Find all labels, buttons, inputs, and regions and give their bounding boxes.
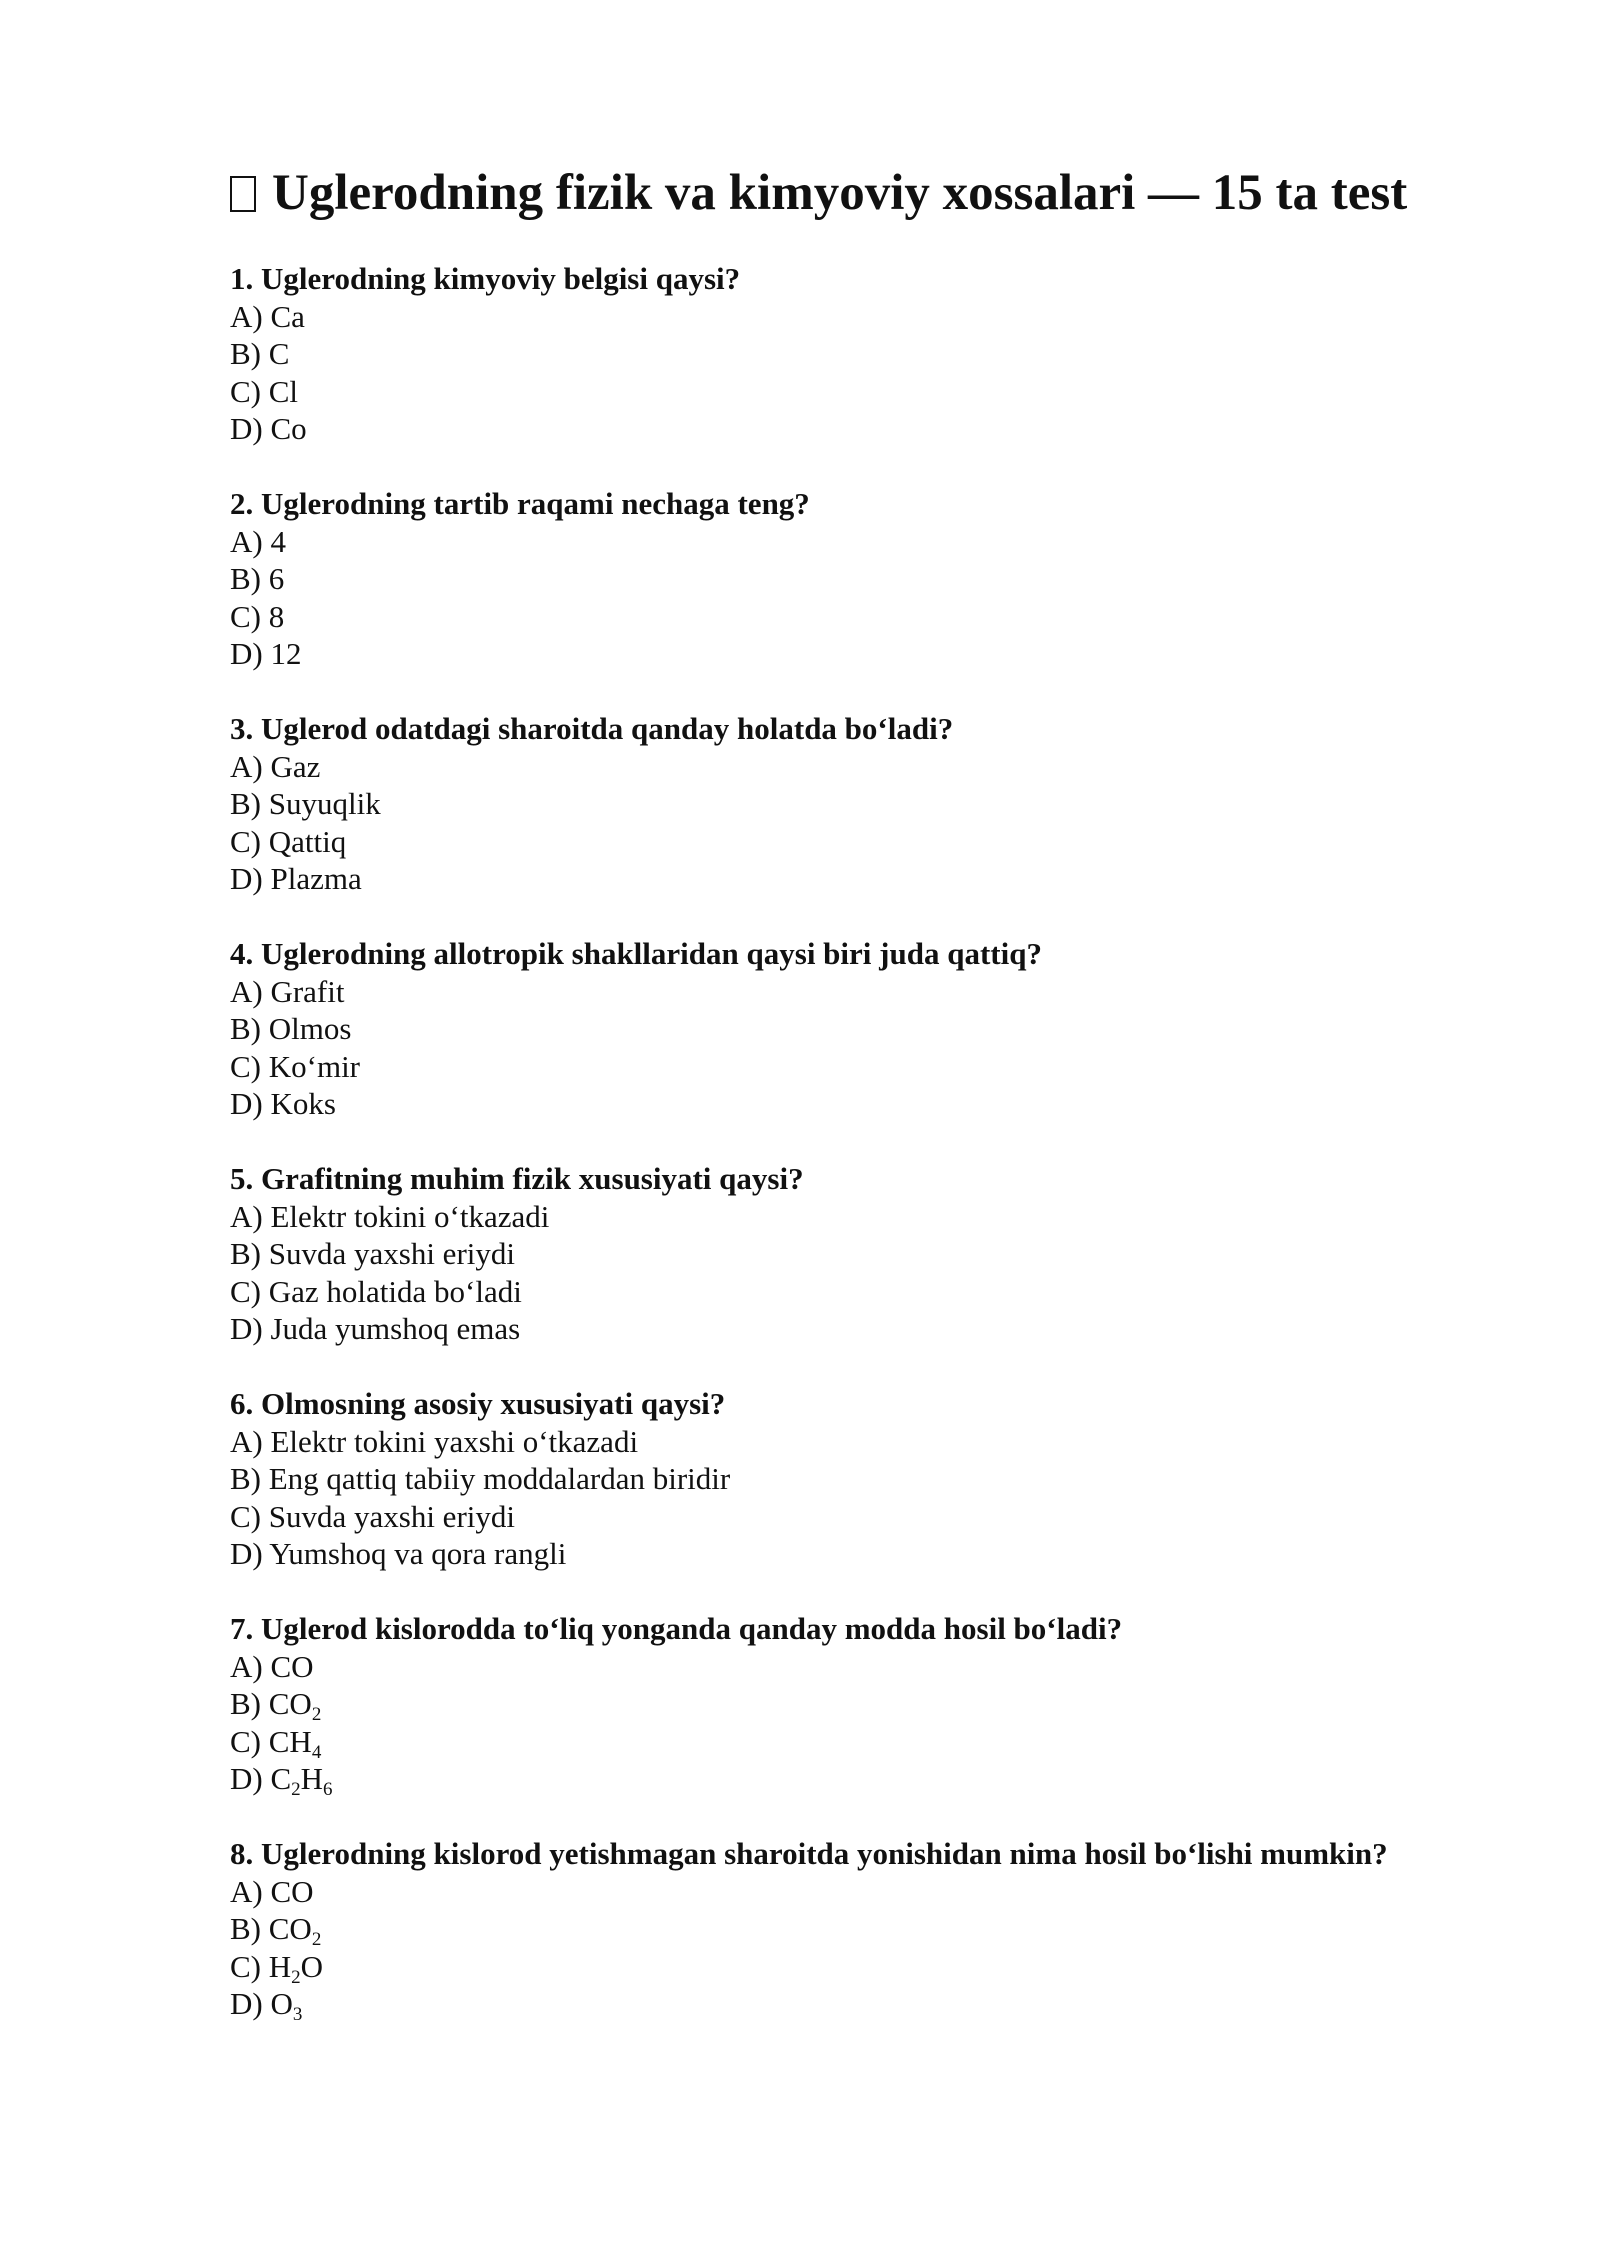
answer-option [230, 1048, 1530, 1086]
answer-option [230, 1985, 1530, 2023]
answer-option [230, 1535, 1530, 1573]
option-text: D) Koks [230, 1086, 336, 1121]
answer-option [230, 1498, 1530, 1536]
answer-option [230, 973, 1530, 1011]
question-block [230, 1610, 1530, 1798]
answer-option [230, 560, 1530, 598]
option-text: D) C [230, 1761, 292, 1796]
option-text: D) O [230, 1986, 293, 2021]
option-text: B) C [230, 336, 290, 371]
option-text: C) H [230, 1948, 292, 1984]
option-text: D) 12 [230, 636, 302, 671]
answer-option [230, 298, 1530, 336]
question-text: 3. Uglerod odatdagi sharoitda qanday holatda bo‘ladi? [230, 711, 954, 746]
answer-option [230, 523, 1530, 561]
option-text: B) CO [230, 1686, 312, 1721]
page-title-text: Uglerodning fizik va kimyoviy xossalari — 15 ta test [272, 165, 1408, 221]
answer-option [230, 1423, 1530, 1461]
option-text: A) Gaz [230, 748, 321, 784]
option-text: B) 6 [230, 561, 285, 596]
option-text: H [300, 1761, 324, 1796]
question-block [230, 1385, 1530, 1573]
answer-option [230, 823, 1530, 861]
answer-option [230, 335, 1530, 373]
answer-option [230, 635, 1530, 673]
option-text: C) 8 [230, 598, 285, 634]
option-text: C) Suvda yaxshi eriydi [230, 1498, 515, 1534]
option-subscript: 2 [311, 1704, 322, 1725]
option-subscript: 4 [311, 1741, 322, 1763]
question-list [230, 260, 1530, 2023]
answer-option [230, 1873, 1530, 1911]
option-text: D) Plazma [230, 861, 362, 896]
answer-option [230, 785, 1530, 823]
option-text: A) 4 [230, 523, 286, 559]
question-block [230, 935, 1530, 1123]
question-block [230, 260, 1530, 448]
answer-option [230, 373, 1530, 411]
page-title [230, 160, 1530, 226]
question-text: 6. Olmosning asosiy xususiyati qaysi? [230, 1386, 726, 1421]
option-text: A) Elektr tokini yaxshi o‘tkazadi [230, 1423, 639, 1459]
option-text: B) CO [230, 1911, 312, 1946]
question-text: 5. Grafitning muhim fizik xususiyati qaysi? [230, 1161, 804, 1196]
answer-option [230, 1948, 1530, 1986]
answer-option [230, 1648, 1530, 1686]
question-text: 7. Uglerod kislorodda to‘liq yonganda qanday modda hosil bo‘ladi? [230, 1611, 1123, 1646]
option-text: C) Qattiq [230, 823, 347, 859]
option-subscript: 6 [323, 1779, 333, 1800]
answer-option [230, 1685, 1530, 1723]
question-block [230, 710, 1530, 898]
answer-option [230, 1310, 1530, 1348]
option-text: A) Elektr tokini o‘tkazadi [230, 1198, 550, 1234]
option-text: C) Ko‘mir [230, 1048, 361, 1084]
answer-option [230, 1273, 1530, 1311]
option-text: B) Eng qattiq tabiiy moddalardan biridir [230, 1461, 731, 1496]
question-block [230, 1835, 1530, 2023]
question-text: 2. Uglerodning tartib raqami nechaga teng? [230, 486, 810, 521]
option-text: C) Cl [230, 373, 299, 409]
option-text: C) CH [230, 1723, 312, 1759]
option-text: O [300, 1948, 324, 1984]
option-text: D) Juda yumshoq emas [230, 1311, 521, 1346]
option-text: A) Grafit [230, 973, 345, 1009]
option-subscript: 2 [291, 1779, 301, 1800]
document-page [230, 160, 1530, 2060]
option-text: A) CO [230, 1648, 314, 1684]
answer-option [230, 860, 1530, 898]
question-block [230, 1160, 1530, 1348]
option-text: B) Suvda yaxshi eriydi [230, 1236, 515, 1271]
option-text: A) CO [230, 1873, 314, 1909]
missing-glyph-icon [230, 176, 256, 212]
answer-option [230, 598, 1530, 636]
option-subscript: 2 [291, 1966, 301, 1988]
answer-option [230, 1010, 1530, 1048]
answer-option [230, 1910, 1530, 1948]
option-subscript: 2 [311, 1929, 322, 1950]
answer-option [230, 1198, 1530, 1236]
option-text: A) Ca [230, 298, 305, 334]
answer-option [230, 1235, 1530, 1273]
option-text: C) Gaz holatida bo‘ladi [230, 1273, 522, 1309]
answer-option [230, 1723, 1530, 1761]
option-text: D) Yumshoq va qora rangli [230, 1536, 567, 1571]
option-text: B) Suyuqlik [230, 786, 381, 821]
answer-option [230, 410, 1530, 448]
answer-option [230, 1085, 1530, 1123]
answer-option [230, 748, 1530, 786]
question-text: 8. Uglerodning kislorod yetishmagan sharoitda yonishidan nima hosil bo‘lishi mumkin? [230, 1836, 1388, 1871]
option-text: B) Olmos [230, 1011, 352, 1046]
option-text: D) Co [230, 411, 307, 446]
question-text: 1. Uglerodning kimyoviy belgisi qaysi? [230, 261, 741, 296]
option-subscript: 3 [292, 2004, 303, 2025]
answer-option [230, 1460, 1530, 1498]
question-text: 4. Uglerodning allotropik shakllaridan qaysi biri juda qattiq? [230, 936, 1042, 971]
question-block [230, 485, 1530, 673]
answer-option [230, 1760, 1530, 1798]
